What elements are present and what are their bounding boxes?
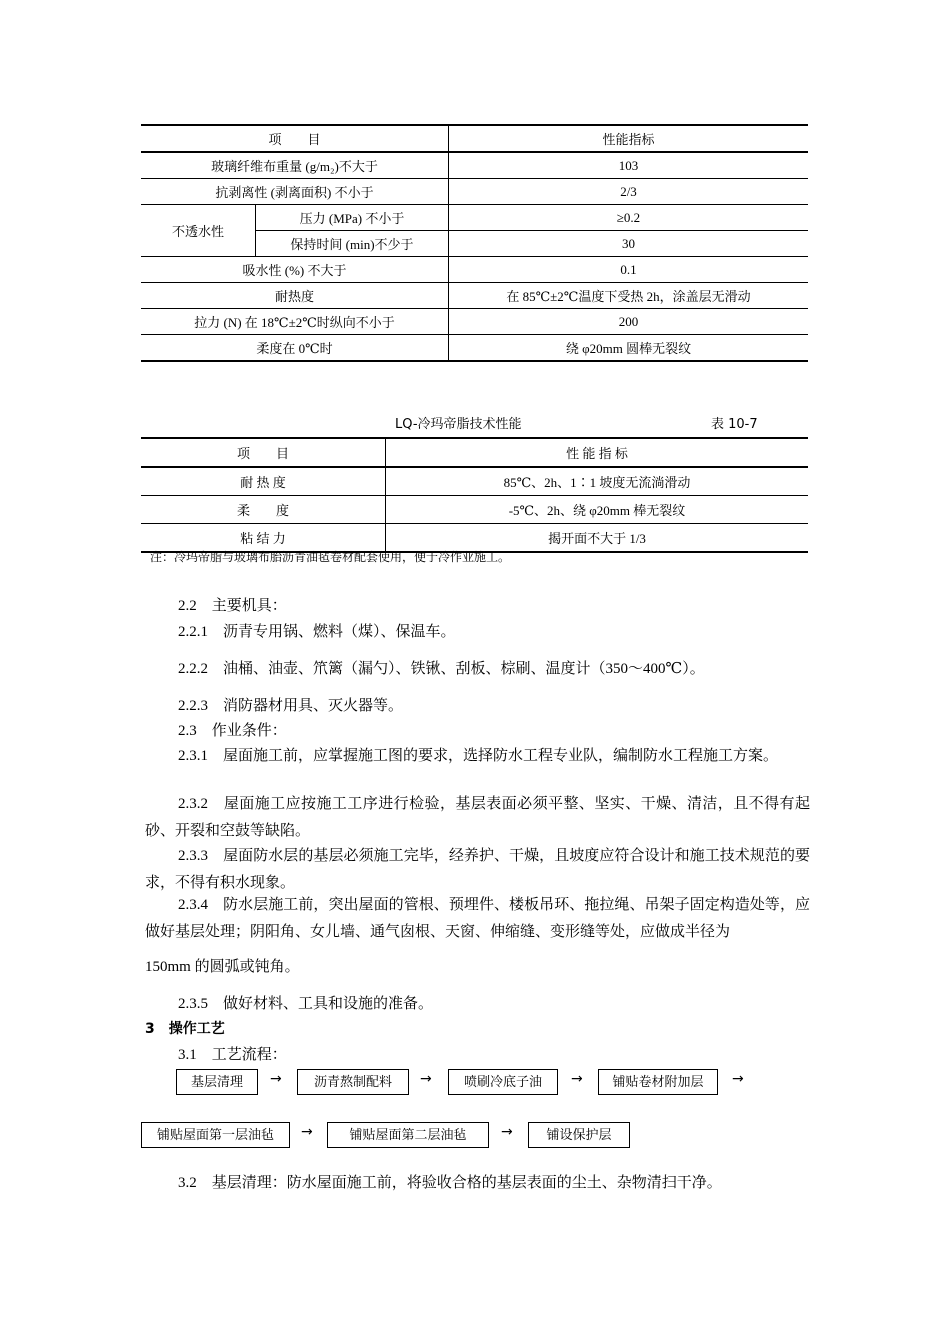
table-row bbox=[141, 496, 808, 524]
row-label: 玻璃纤维布重量 (g/m₂)不大于 bbox=[141, 152, 449, 179]
section-heading: 3.1 工艺流程： bbox=[178, 1047, 287, 1063]
table-row bbox=[141, 309, 808, 335]
flow-step: 基层清理 bbox=[176, 1069, 258, 1095]
flow-step: 铺贴卷材附加层 bbox=[598, 1069, 718, 1095]
section-heading: 2.3 作业条件： bbox=[178, 723, 287, 739]
row-label: 耐热度 bbox=[141, 283, 449, 309]
flow-step: 铺贴屋面第二层油毡 bbox=[327, 1122, 489, 1148]
paragraph: 2.3.5 做好材料、工具和设施的准备。 bbox=[178, 996, 434, 1012]
arrow-icon: → bbox=[420, 1071, 432, 1087]
section-heading: 2.2 主要机具： bbox=[178, 598, 287, 614]
row-label: 吸水性 (%) 不大于 bbox=[141, 257, 449, 283]
table-row bbox=[141, 257, 808, 283]
arrow-icon: → bbox=[571, 1071, 583, 1087]
paragraph: 2.2.3 消防器材用具、灭火器等。 bbox=[178, 698, 404, 714]
table-header-item: 项 目 bbox=[141, 438, 386, 467]
arrow-icon: → bbox=[732, 1071, 744, 1087]
row-label: 拉力 (N) 在 18℃±2℃时纵向不小于 bbox=[141, 309, 449, 335]
row-group-label: 不透水性 bbox=[141, 205, 256, 257]
row-label: 压力 (MPa) 不小于 bbox=[256, 205, 449, 231]
table-header-item: 项 目 bbox=[141, 125, 449, 152]
table-row bbox=[141, 283, 808, 309]
performance-table bbox=[141, 124, 808, 362]
lq-mastic-table bbox=[141, 437, 808, 553]
table-row bbox=[141, 179, 808, 205]
row-value: 0.1 bbox=[449, 257, 809, 283]
arrow-icon: → bbox=[501, 1124, 513, 1140]
table-row bbox=[141, 335, 808, 362]
table-caption bbox=[141, 413, 808, 433]
flow-step: 铺贴屋面第一层油毡 bbox=[141, 1122, 290, 1148]
row-value: 85℃、2h、1∶1 坡度无流淌滑动 bbox=[386, 467, 809, 496]
row-value: 103 bbox=[449, 152, 809, 179]
row-value: 2/3 bbox=[449, 179, 809, 205]
table-row bbox=[141, 467, 808, 496]
chapter-heading: 3 操作工艺 bbox=[145, 1021, 225, 1037]
arrow-icon: → bbox=[301, 1124, 313, 1140]
paragraph: 2.3.1 屋面施工前，应掌握施工图的要求，选择防水工程专业队，编制防水工程施工方案。 bbox=[178, 748, 779, 764]
paragraph: 2.3.3 屋面防水层的基层必须施工完毕，经养护、干燥，且坡度应符合设计和施工技术规范的要求，不得有积水现象。 bbox=[145, 848, 810, 891]
row-label: 保持时间 (min)不少于 bbox=[256, 231, 449, 257]
table-title: LQ-冷玛帝脂技术性能 bbox=[395, 417, 522, 432]
paragraph-continued: 150mm 的圆弧或钝角。 bbox=[145, 959, 300, 975]
row-value: ≥0.2 bbox=[449, 205, 809, 231]
flow-step: 喷刷冷底子油 bbox=[448, 1069, 558, 1095]
flow-step: 沥青熬制配料 bbox=[297, 1069, 409, 1095]
row-value: -5℃、2h、绕 φ20mm 棒无裂纹 bbox=[386, 496, 809, 524]
row-label: 抗剥离性 (剥离面积) 不小于 bbox=[141, 179, 449, 205]
paragraph: 2.2.2 油桶、油壶、笊篱（漏勺）、铁锹、刮板、棕刷、温度计（350～400℃）。 bbox=[178, 661, 705, 677]
table-header-value: 性 能 指 标 bbox=[386, 438, 809, 467]
row-label: 粘 结 力 bbox=[141, 524, 386, 553]
paragraph: 2.3.2 屋面施工应按施工工序进行检验，基层表面必须平整、坚实、干燥、清洁，且不得有起砂、开裂和空鼓等缺陷。 bbox=[145, 796, 810, 839]
row-label: 柔度在 0℃时 bbox=[141, 335, 449, 362]
row-value: 30 bbox=[449, 231, 809, 257]
table-row bbox=[141, 152, 808, 179]
table-number: 表 10-7 bbox=[711, 417, 758, 432]
row-value: 在 85℃±2℃温度下受热 2h，涂盖层无滑动 bbox=[449, 283, 809, 309]
row-value: 200 bbox=[449, 309, 809, 335]
paragraph: 2.3.4 防水层施工前，突出屋面的管根、预埋件、楼板吊环、拖拉绳、吊架子固定构造处等，应做好基层处理；阴阳角、女儿墙、通气囱根、天窗、伸缩缝、变形缝等处，应做成半径为 bbox=[145, 897, 810, 940]
paragraph: 2.2.1 沥青专用锅、燃料（煤）、保温车。 bbox=[178, 624, 456, 640]
row-label: 柔 度 bbox=[141, 496, 386, 524]
paragraph: 3.2 基层清理：防水屋面施工前，将验收合格的基层表面的尘土、杂物清扫干净。 bbox=[178, 1175, 722, 1191]
row-value: 揭开面不大于 1/3 bbox=[386, 524, 809, 553]
row-label: 耐 热 度 bbox=[141, 467, 386, 496]
row-value: 绕 φ20mm 圆棒无裂纹 bbox=[449, 335, 809, 362]
table-row bbox=[141, 205, 808, 231]
arrow-icon: → bbox=[270, 1071, 282, 1087]
table-header-value: 性能指标 bbox=[449, 125, 809, 152]
table-note: 注：冷玛帝脂与玻璃布胎沥青油毡卷材配套使用，便于冷作业施工。 bbox=[150, 550, 511, 564]
flow-step: 铺设保护层 bbox=[528, 1122, 630, 1148]
